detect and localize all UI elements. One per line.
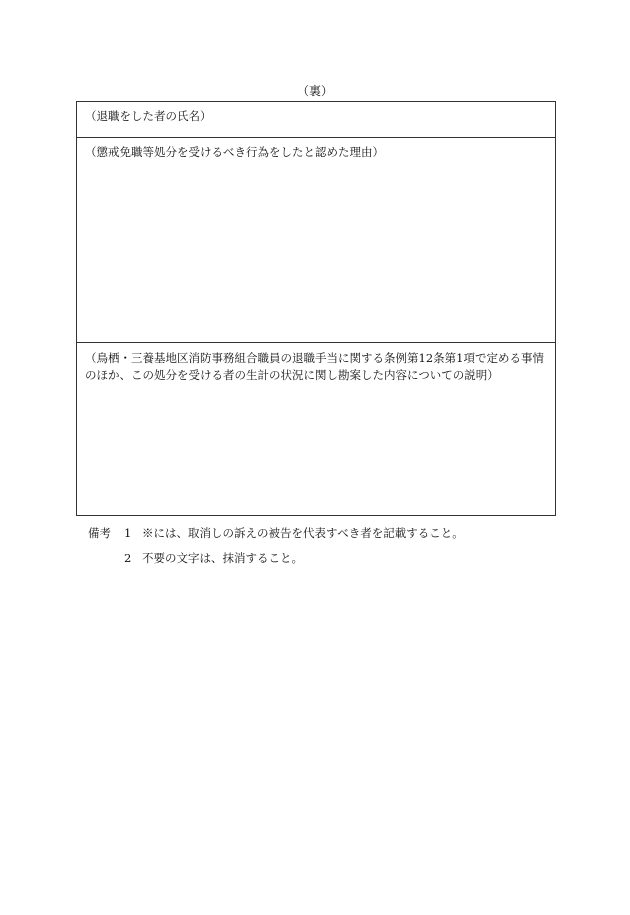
- consideration-label-line-2: のほか、この処分を受ける者の生計の状況に関し勘案した内容についての説明）: [85, 368, 499, 382]
- remarks-label: 備考: [88, 526, 111, 540]
- disciplinary-reason-label: （懲戒免職等処分を受けるべき行為をしたと認めた理由）: [85, 145, 384, 159]
- form-table: [76, 101, 556, 516]
- disciplinary-reason-field[interactable]: [77, 138, 555, 343]
- consideration-label-line-1: （鳥栖・三養基地区消防事務組合職員の退職手当に関する条例第12条第1項で定める事情: [85, 351, 544, 365]
- retiree-name-field[interactable]: [77, 102, 555, 138]
- remark-number: 1: [124, 526, 132, 540]
- page-heading: （裏）: [296, 84, 333, 98]
- remark-text: 不要の文字は、抹消すること。: [142, 551, 303, 565]
- remark-number: 2: [124, 551, 132, 565]
- consideration-explanation-field[interactable]: [77, 343, 555, 515]
- retiree-name-label: （退職をした者の氏名）: [85, 109, 212, 123]
- remark-text: ※には、取消しの訴えの被告を代表すべき者を記載すること。: [142, 526, 464, 540]
